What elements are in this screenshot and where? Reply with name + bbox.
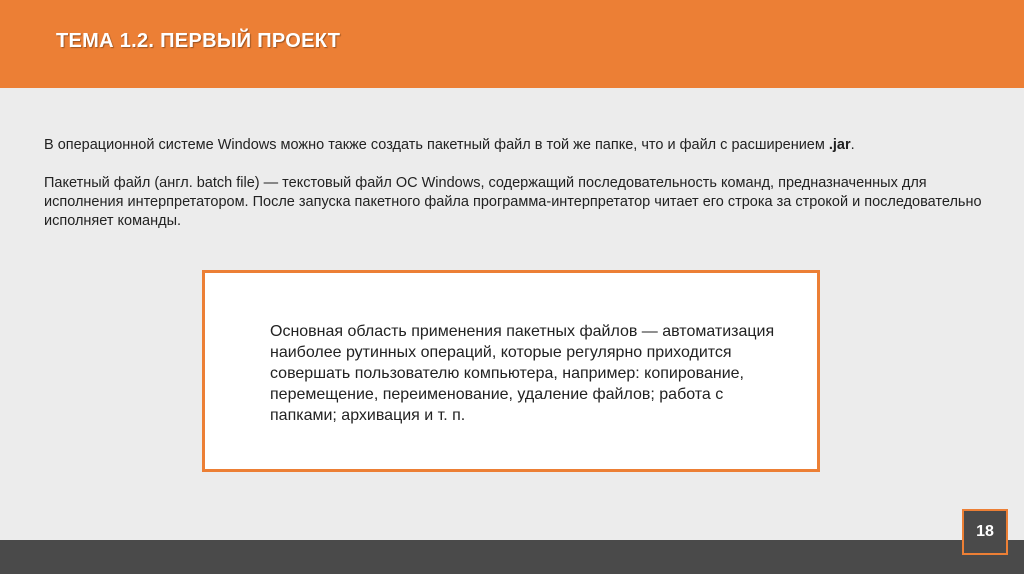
callout-box — [202, 270, 820, 472]
footer-bar — [0, 540, 1024, 574]
page-number: 18 — [976, 523, 994, 540]
paragraph-windows-batch — [44, 136, 984, 155]
slide-title: ТЕМА 1.2. ПЕРВЫЙ ПРОЕКТ — [56, 30, 341, 52]
slide-body — [44, 136, 984, 231]
page-number-badge — [962, 509, 1008, 555]
header-bar — [0, 0, 1024, 88]
paragraph-end: . — [850, 137, 855, 153]
jar-extension: .jar — [828, 137, 851, 153]
paragraph-batch-definition: Пакетный файл (англ. batch file) — текстовый файл ОС Windows, содержащий последовательность команд, предназначенных для исполнения интерпретатором. После запуска пакетного файла программа-интерпретатор читает его строка за строкой и последовательно исполняет команды. — [44, 175, 982, 229]
paragraph-text: В операционной системе Windows можно также создать пакетный файл в той же папке, что и файл с расширением — [44, 137, 829, 153]
callout-text: Основная область применения пакетных файлов — автоматизация наиболее рутинных операций, которые регулярно приходится совершать пользователю компьютера, например: копирование, перемещение, переименование, удаление файлов; работа с папками; архивация и т. п. — [270, 323, 775, 424]
